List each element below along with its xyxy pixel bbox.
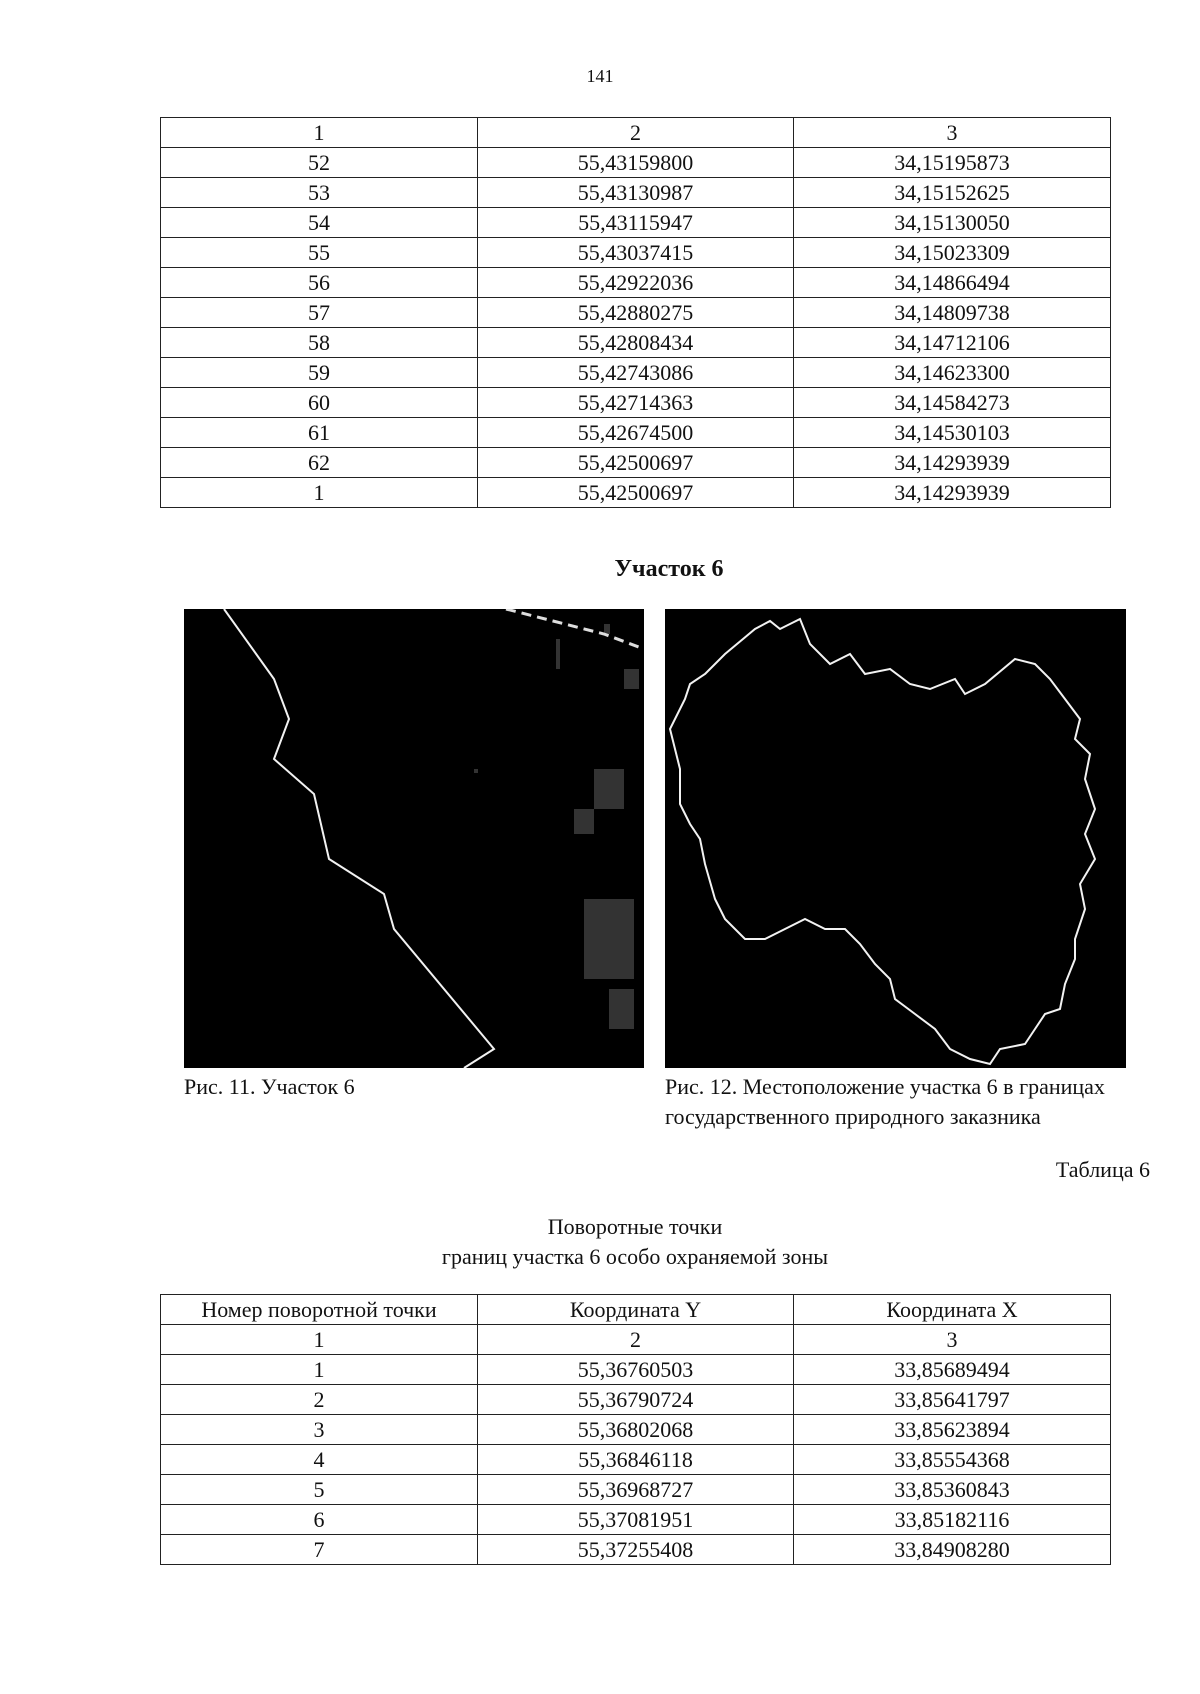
table-header-row <box>161 1295 1111 1325</box>
coordinate-x-cell: 34,15023309 <box>794 238 1111 268</box>
coordinate-y-cell: 55,42743086 <box>478 358 794 388</box>
table-row <box>161 328 1111 358</box>
table-row <box>161 358 1111 388</box>
coordinate-x-cell: 33,85689494 <box>794 1355 1111 1385</box>
coordinate-x-cell: 33,85182116 <box>794 1505 1111 1535</box>
coordinate-y-cell: 55,43130987 <box>478 178 794 208</box>
point-number-cell: 6 <box>161 1505 478 1535</box>
column-number-cell: 1 <box>161 118 478 148</box>
coordinate-x-cell: 34,14623300 <box>794 358 1111 388</box>
coordinate-x-cell: 33,85360843 <box>794 1475 1111 1505</box>
table-row <box>161 1415 1111 1445</box>
coordinate-x-cell: 33,85641797 <box>794 1385 1111 1415</box>
table-header-row <box>161 118 1111 148</box>
coordinates-table-continued <box>160 117 1111 508</box>
table-label: Таблица 6 <box>1055 1157 1150 1182</box>
coordinate-x-cell: 34,14530103 <box>794 418 1111 448</box>
satellite-map-site-6 <box>184 609 644 1068</box>
point-number-cell: 60 <box>161 388 478 418</box>
point-number-cell: 59 <box>161 358 478 388</box>
column-header: Координата X <box>794 1295 1111 1325</box>
coordinate-y-cell: 55,42880275 <box>478 298 794 328</box>
coordinate-y-cell: 55,42674500 <box>478 418 794 448</box>
table-title-line: границ участка 6 особо охраняемой зоны <box>441 1244 829 1269</box>
coordinate-y-cell: 55,43037415 <box>478 238 794 268</box>
coordinate-x-cell: 34,15152625 <box>794 178 1111 208</box>
column-number-cell: 2 <box>478 118 794 148</box>
point-number-cell: 53 <box>161 178 478 208</box>
table-row <box>161 268 1111 298</box>
coordinate-x-cell: 34,15195873 <box>794 148 1111 178</box>
point-number-cell: 7 <box>161 1535 478 1565</box>
coordinate-y-cell: 55,42500697 <box>478 448 794 478</box>
location-map-nature-reserve <box>665 609 1126 1068</box>
coordinate-x-cell: 34,14712106 <box>794 328 1111 358</box>
table-row <box>161 1505 1111 1535</box>
point-number-cell: 1 <box>161 478 478 508</box>
point-number-cell: 3 <box>161 1415 478 1445</box>
table-row <box>161 418 1111 448</box>
table-row <box>161 1535 1111 1565</box>
coordinate-y-cell: 55,43115947 <box>478 208 794 238</box>
point-number-cell: 55 <box>161 238 478 268</box>
table-row <box>161 388 1111 418</box>
map-boundary-figure-12 <box>665 609 1126 1068</box>
coordinate-y-cell: 55,36802068 <box>478 1415 794 1445</box>
column-header: Номер поворотной точки <box>161 1295 478 1325</box>
table-row <box>161 298 1111 328</box>
point-number-cell: 62 <box>161 448 478 478</box>
coordinate-x-cell: 33,85623894 <box>794 1415 1111 1445</box>
coordinate-y-cell: 55,36760503 <box>478 1355 794 1385</box>
coordinate-y-cell: 55,36846118 <box>478 1445 794 1475</box>
figure-12-caption-line: государственного природного заказника <box>665 1104 1041 1129</box>
table-row <box>161 1445 1111 1475</box>
coordinate-y-cell: 55,37255408 <box>478 1535 794 1565</box>
coordinate-x-cell: 34,15130050 <box>794 208 1111 238</box>
coordinate-x-cell: 34,14293939 <box>794 478 1111 508</box>
table-title-line: Поворотные точки <box>547 1214 723 1239</box>
coordinate-y-cell: 55,36790724 <box>478 1385 794 1415</box>
coordinate-y-cell: 55,42500697 <box>478 478 794 508</box>
table-row <box>161 448 1111 478</box>
coordinate-y-cell: 55,42922036 <box>478 268 794 298</box>
table-row <box>161 1385 1111 1415</box>
coordinate-x-cell: 34,14866494 <box>794 268 1111 298</box>
figure-11-caption: Рис. 11. Участок 6 <box>184 1074 355 1099</box>
figure-12-caption <box>665 1072 1165 1132</box>
coordinate-x-cell: 33,85554368 <box>794 1445 1111 1475</box>
coordinate-x-cell: 33,84908280 <box>794 1535 1111 1565</box>
map-boundary-figure-11 <box>184 609 644 1068</box>
table-row <box>161 1355 1111 1385</box>
section-title: Участок 6 <box>614 556 724 582</box>
coordinate-y-cell: 55,43159800 <box>478 148 794 178</box>
table-row <box>161 178 1111 208</box>
coordinate-x-cell: 34,14584273 <box>794 388 1111 418</box>
column-number-cell: 2 <box>478 1325 794 1355</box>
column-number-cell: 1 <box>161 1325 478 1355</box>
point-number-cell: 2 <box>161 1385 478 1415</box>
table-row <box>161 478 1111 508</box>
coordinate-x-cell: 34,14293939 <box>794 448 1111 478</box>
table-row <box>161 148 1111 178</box>
point-number-cell: 52 <box>161 148 478 178</box>
coordinate-y-cell: 55,42714363 <box>478 388 794 418</box>
column-number-cell: 3 <box>794 118 1111 148</box>
point-number-cell: 57 <box>161 298 478 328</box>
column-number-cell: 3 <box>794 1325 1111 1355</box>
point-number-cell: 56 <box>161 268 478 298</box>
column-header: Координата Y <box>478 1295 794 1325</box>
turning-points-table <box>160 1294 1111 1565</box>
point-number-cell: 5 <box>161 1475 478 1505</box>
figure-12-caption-line: Рис. 12. Местоположение участка 6 в границах <box>665 1074 1105 1099</box>
table-row <box>161 208 1111 238</box>
table-numbering-row <box>161 1325 1111 1355</box>
point-number-cell: 58 <box>161 328 478 358</box>
page-number: 141 <box>586 66 614 86</box>
point-number-cell: 61 <box>161 418 478 448</box>
point-number-cell: 4 <box>161 1445 478 1475</box>
table-title <box>0 1212 1200 1272</box>
coordinate-y-cell: 55,37081951 <box>478 1505 794 1535</box>
table-row <box>161 238 1111 268</box>
coordinate-y-cell: 55,42808434 <box>478 328 794 358</box>
table-row <box>161 1475 1111 1505</box>
point-number-cell: 1 <box>161 1355 478 1385</box>
coordinate-y-cell: 55,36968727 <box>478 1475 794 1505</box>
point-number-cell: 54 <box>161 208 478 238</box>
coordinate-x-cell: 34,14809738 <box>794 298 1111 328</box>
